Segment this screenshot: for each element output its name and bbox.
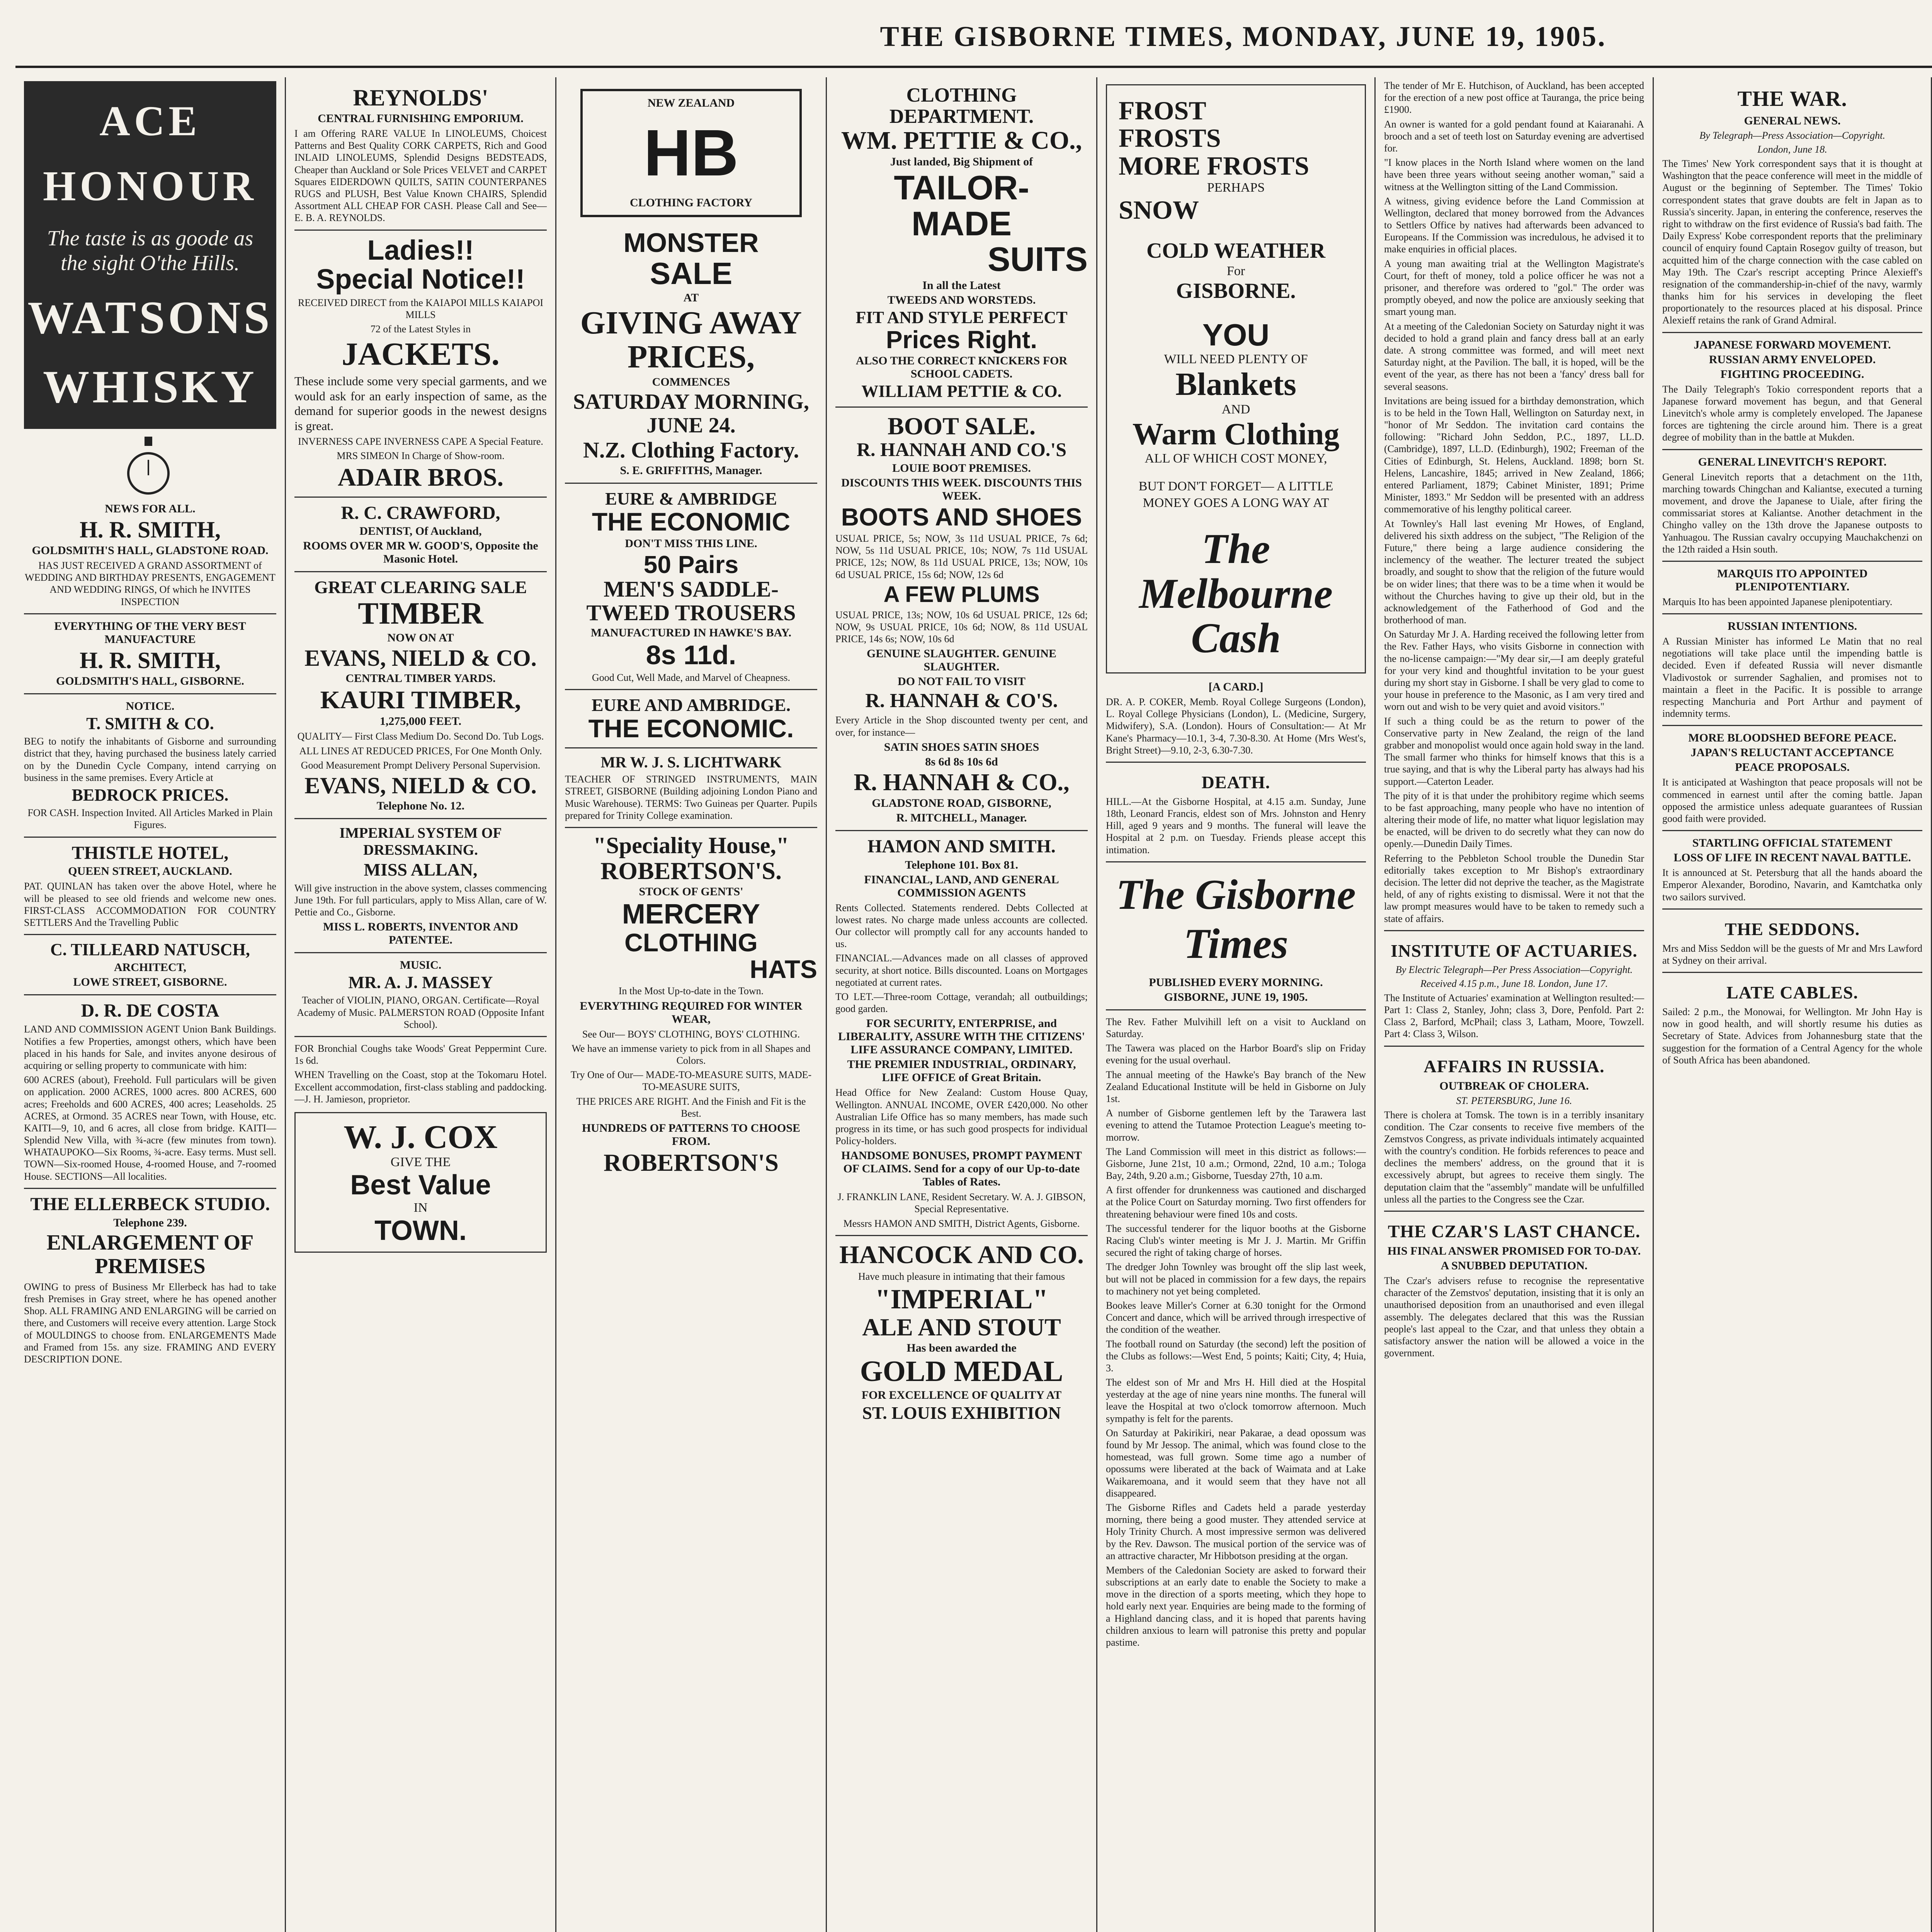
every: Every Article in the Shop discounted twenty per cent, and over, for instance— [835,714,1088,738]
news-item: The Gisborne Rifles and Cadets held a parade yesterday morning, there being a good muster. They attended service at Holy Trinity Church. A most impressive sermon was delivered by the Rev. Dawson. The musical portion of the service was of an attractive character, Mr Hibbotson presiding at the organ. [1106,1502,1366,1561]
cox-ad [294,1112,547,1253]
divider [294,1036,547,1037]
kauri: KAURI TIMBER, [320,686,521,714]
usual-list: USUAL PRICE, 5s; NOW, 3s 11d USUAL PRICE, 7s 6d; NOW, 5s 11d USUAL PRICE, 10s; NOW, 7s 11d USUAL PRICE, 12s; NOW, 8s 11d USUAL PRICE, 13s; NOW, 10s 6d USUAL PRICE, 15s 6d; NOW, 12s 6d [835,533,1088,580]
hb-top: NEW ZEALAND [647,97,735,109]
japanese-sub: RUSSIAN ARMY ENVELOPED. [1709,353,1876,366]
notice-name: T. SMITH & CO. [86,714,214,733]
news-item: Members of the Caledonian Society are asked to forward their subscriptions at an early date to enable the Society to make a move in the direction of a sports meeting, which they hope to hold early next year. Enquiries are being made to the forming of a Highland dancing class, and it is hoped that parents having children anxious to learn will patronise this pretty and popular pastime. [1106,1564,1366,1648]
ace-text: ACE [99,97,201,145]
news-item: The pity of it is that under the prohibitory regime which seems to be fast approaching, many people who have no intention of altering their mode of life, no matter what liquor legislation may be enacted, will be driven to do secretly what they can now do openly.—Dunedin Daily Times. [1384,790,1644,850]
frosts: FROSTS [1119,123,1221,153]
kauri-lines: ALL LINES AT REDUCED PRICES, For One Month Only. [299,745,542,757]
linevitch-body: General Linevitch reports that a detachment on the 11th, marching towards Chingchan and Kaliantse, executed a turning movement, and drove the Japanese to Uiale, after firing the commissariat stores at Kaliantse. Another detachment in the Chingho valley on the 13th drove the Japanese outposts to Yanhuagou. The Russian cavalry occupying Mauchakchenzi on the 12th raided a Hsin south. [1662,471,1922,555]
japanese-sub2: FIGHTING PROCEEDING. [1720,367,1864,381]
prices-right: Prices Right. [886,326,1037,354]
kauri-quality: QUALITY— First Class Medium Do. Second Do. Tub Logs. [297,731,544,742]
rents: Rents Collected. Statements rendered. Debts Collected at lowest rates. No charge made unless accounts are collected. Our collector will promptly call for any accounts handed to us. [835,902,1088,950]
hats: HATS [750,955,817,984]
head-office: Head Office for New Zealand: Custom House Quay, Wellington. ANNUAL INCOME, OVER £420,000. No other Australian Life Office has so many members, has made such progress in its time, or has such good prospects for individual Policy-holders. [835,1087,1088,1147]
kauri-measure: Good Measurement Prompt Delivery Personal Supervision. [301,759,541,771]
costa-list: 600 ACRES (about), Freehold. Full particulars will be given on application. 2000 ACRES, 1000 acres. 800 ACRES, 600 acres; Freeholds and 600 ACRES, 400 acres; Leaseholds. 25 ACRES, at Ormond. 35 ACRES near Town, with House, etc. KAITI—9, 10, and 6 acres, all close from bridge. KAITI—Splendid New Villa, with ¾-acre (few minutes from town). WHATAUPOKO—Six Rooms, ¾-acre. Easy terms. Must sell. TOWN—Six-roomed House, 4-roomed House, and 7-roomed House. SECTIONS—All localities. [24,1074,276,1182]
eco1: THE ECONOMIC [592,507,791,536]
divider [1106,762,1366,763]
right: THE PRICES ARE RIGHT. And the Finish and Fit is the Best. [576,1095,806,1119]
column-6 [1376,77,1654,1932]
awarded: Has been awarded the [906,1342,1017,1355]
cox-name: W. J. COX [344,1118,498,1155]
cables-head: LATE CABLES. [1726,983,1858,1003]
news-item: The football round on Saturday (the second) left the position of the Clubs as follows:—West End, 5 points; Kaiti; City, 4; Huia, 3. [1106,1338,1366,1374]
divider [1662,725,1922,726]
made: MADE [911,204,1012,243]
column-4 [827,77,1097,1932]
adair-bros: ADAIR BROS. [337,463,504,492]
special-notice: Special Notice!! [316,264,525,295]
just: Just landed, Big Shipment of [890,155,1033,168]
nz-clothing: N.Z. Clothing Factory. [583,437,799,463]
eure1: EURE & AMBRIDGE [605,488,777,509]
fit: FIT AND STYLE PERFECT [855,308,1068,327]
travel: WHEN Travelling on the Coast, stop at the Tokomaru Hotel. Excellent accommodation, first-class stabling and paddocking.—J. H. Jamieson, proprietor. [294,1069,547,1105]
russia-sub: OUTBREAK OF CHOLERA. [1439,1079,1589,1092]
fin-adv: FINANCIAL.—Advances made on all classes of approved security, at short notice. Bills discounted. Loans on Mortgages negotiated at current rates. [835,952,1088,988]
news-item: A number of Gisborne gentlemen left by the Tarawera last evening to attend the Tutamoe Protection League's meeting to-morrow. [1106,1107,1366,1143]
louie: LOUIE BOOT PREMISES. [892,461,1031,474]
massey-name: MR. A. J. MASSEY [348,973,493,992]
timber-sub: NOW ON AT [387,631,454,645]
evans2: EVANS, NIELD & CO. [304,772,537,798]
up-to-date: In the Most Up-to-date in the Town. [618,985,764,997]
at: AT [683,291,699,304]
divider [1106,861,1366,862]
watsons-text: WATSONS [27,292,273,344]
pettie: WM. PETTIE & CO., [841,126,1082,155]
messrs: Messrs HAMON AND SMITH, District Agents, Gisborne. [843,1218,1080,1229]
news-item: The eldest son of Mr and Mrs H. Hill died at the Hospital yesterday at the age of nine years nine months. The funeral will leave the Hospital at two o'clock tomorrow afternoon. Much sympathy is felt for the parents. [1106,1377,1366,1424]
security: FOR SECURITY, ENTERPRISE, and LIBERALITY, ASSURE WITH THE CITIZENS' LIFE ASSURANCE COMPANY, LIMITED. [838,1017,1085,1056]
for: For [1226,264,1245,278]
hamon: HAMON AND SMITH. [867,836,1056,857]
column-5 [1097,77,1376,1932]
cox-in: IN [413,1201,428,1215]
news-item: Referring to the Pebbleton School trouble the Dunedin Star editorially takes exception to Mr Bishop's extraordinary decision. The letter did not deprive the teacher, as the Magistrate held, of any of rights existing to dismissal. Were it not that the law prompt measures would have to be taken to remedy such a state of affairs. [1384,852,1644,924]
saddle: MEN'S SADDLE- [604,576,779,602]
robertson: ROBERTSON'S. [600,857,782,885]
natusch-title: ARCHITECT, [114,961,186,974]
ellerbeck-name: THE ELLERBECK STUDIO. [30,1194,270,1214]
divider [294,818,547,819]
cox-town: TOWN. [374,1215,467,1246]
cables-body: Sailed: 2 p.m., the Monowai, for Wellington. Mr John Hay is now in good health, and will shortly resume his duties as Secretary of State. Advices from Johannesburg state that the suggestion for the formation of a Central Agency for the whole of South Africa has been abandoned. [1662,1006,1922,1066]
divider [24,613,276,614]
reynolds-name: REYNOLDS' [353,85,488,111]
startling-body: It is announced at St. Petersburg that all the hands aboard the Emperor Alexander, Borodino, Navarin, and Kamtchatka only two sailors survived. [1662,867,1922,903]
capes: INVERNESS CAPE INVERNESS CAPE A Special Feature. [298,436,543,447]
divider [1662,972,1922,973]
roberts: MISS L. ROBERTS, INVENTOR AND PATENTEE. [323,920,519,947]
coker: DR. A. P. COKER, Memb. Royal College Surgeons (London), L. Royal College Physicians (London), L. (Medicine, Surgery, Midwifery), S.A. (London). Hours of Consultation:— At Mr Kane's Pharmacy—10.1, 3-4, 7.30-8.30. At Home (Mrs West's, Bright Street)—9.10, 2-3, 6.30-7.30. [1106,696,1366,756]
hamon-tel: Telephone 101. Box 81. [905,858,1019,871]
published: PUBLISHED EVERY MORNING. [1149,976,1323,989]
suits: SUITS [987,240,1088,279]
commences: COMMENCES [652,375,730,388]
and: AND [1221,402,1250,417]
actuaries-body: The Institute of Actuaries' examination at Wellington resulted:— Part 1: Class 2, Stanley, John; class 3, Dore, Penfold. Part 2: Class 2, Barford, McPhail; class 3, Latham, Moore, Towzell. Part 4: Class 3, Wilson. [1384,992,1644,1040]
divider [1662,449,1922,450]
intentions-body: A Russian Minister has informed Le Matin that no real negotiations will take place until the impending battle is decided. Even if defeated Russia will never dismantle Vladivostok or surrender Saghalien, and promises not to maintain a fleet in the Pacific. It is possible to arrange respecting Manchuria and Port Arthur and payment of indemnity terms. [1662,636,1922,719]
timber: TIMBER [358,597,483,631]
japanese-head: JAPANESE FORWARD MOVEMENT. [1694,338,1891,351]
smith-tag: NEWS FOR ALL. [105,502,196,515]
ellerbeck-body: OWING to press of Business Mr Ellerbeck has had to take fresh Premises in Gray street, where he has opened another Shop. ALL FRAMING AND ENLARGING will be carried on there, and Customers will receive every attention. Large Stock of MOULDINGS to choose from. ENLARGEMENTS Made and Framed from 15s. any size. FRAMING AND EVERY DESCRIPTION DONE. [24,1281,276,1365]
news-item: A first offender for drunkenness was cautioned and discharged at the Police Court on Saturday morning. Two first offenders for threatening behaviour were fined 10s and costs. [1106,1184,1366,1220]
divider [24,693,276,694]
divider [565,483,817,484]
tweeds: TWEEDS AND WORSTEDS. [887,293,1036,306]
robertson2: ROBERTSON'S [604,1148,779,1176]
news-item: The dredger John Townley was brought off the slip last week, but will not be placed in commission for a few days, the repairs to machinery not yet being completed. [1106,1261,1366,1297]
komura-head: MARQUIS ITO APPOINTED PLENIPOTENTIARY. [1717,567,1868,593]
cash: Cash [1191,614,1281,662]
divider [835,406,1088,408]
also: ALSO THE CORRECT KNICKERS FOR SCHOOL CADETS. [855,354,1068,381]
divider [1662,332,1922,333]
war-byline: By Telegraph—Press Association—Copyright. [1699,130,1885,141]
divider [24,837,276,838]
news-item: The annual meeting of the Hawke's Bay branch of the New Zealand Educational Institute will be held in Gisborne on July 1st. [1106,1069,1366,1104]
hancock: HANCOCK AND CO. [839,1240,1084,1269]
news-item: On Saturday Mr J. A. Harding received the following letter from the Rev. Father Hays, who visits Gisborne in connection with the no-license campaign:—"My dear sir,—I am deeply grateful for your very kind and thoughtful invitation to be your guest during my short stay in Gisborne. I shall be very glad to come to your house in preference to the Masonic, as I am very tired and worn out and wish to be very quiet and avoid visitors." [1384,629,1644,713]
thistle-body: PAT. QUINLAN has taken over the above Hotel, where he will be pleased to see old friends and welcome new ones. FIRST-CLASS ACCOMMODATION FOR COUNTRY SETTLERS And the Travelling Public [24,881,276,929]
card: [A CARD.] [1208,680,1264,693]
reluctant-sub: PEACE PROPOSALS. [1735,761,1850,774]
patterns: HUNDREDS OF PATTERNS TO CHOOSE FROM. [582,1121,801,1148]
notice-foot: FOR CASH. Inspection Invited. All Articles Marked in Plain Figures. [27,807,273,831]
woods: FOR Bronchial Coughs take Woods' Great Peppermint Cure. 1s 6d. [294,1043,547,1066]
divider [1106,1009,1366,1010]
evans-tel: Telephone No. 12. [376,799,465,812]
gents: STOCK OF GENTS' [639,885,743,898]
news-item: If such a thing could be as the return to power of the Conservative party in New Zealand, the reign of the land grabber and monopolist would once again hold sway in the land. The small farmer who thinks for himself knows that this is a true saying, and that is why the Liberal party has always had his support.—Caterton Leader. [1384,715,1644,787]
eco2: THE ECONOMIC. [588,714,794,743]
war-head: THE WAR. [1737,87,1847,111]
divider [294,230,547,231]
news-item: At Townley's Hall last evening Mr Howes, of England, delivered his sixth address on the subject, "The Religion of the Future," there being a large audience considering the inclemency of the weather. The lecturer treated the subject broadly, and sought to show that the religion of the future would be on wider lines; that there was to be a time when it would be without the Churches having to give up their old, but in the acknowledgement of the Fatherhood of God and the brotherhood of man. [1384,518,1644,626]
dont-miss: DON'T MISS THIS LINE. [625,537,757,550]
column-1 [15,77,286,1932]
kauri-ft: 1,275,000 FEET. [379,715,462,728]
divider [1662,830,1922,831]
blankets: Blankets [1175,366,1296,403]
but: BUT DON'T FORGET— A LITTLE MONEY GOES A LONG WAY AT [1138,479,1333,510]
price-8s: 8s 11d. [646,639,736,670]
music-head: MUSIC. [400,959,442,972]
more-frosts: MORE FROSTS [1119,151,1310,180]
pairs: 50 Pairs [643,550,739,578]
the: The [1201,525,1270,573]
news-item: On Saturday at Pakirikiri, near Pakarae, a dead opossum was found by Mr Jessop. The animal, which was found close to the homestead, was full grown. Some time ago a number of opossums were liberated at the back of Waimata and at Lake Waikaremoana, and it would seem that they have not all disappeared. [1106,1427,1366,1499]
masthead-rule [15,66,1932,68]
crawford-name: R. C. CRAWFORD, [341,502,500,523]
melbourne: Melbourne [1139,570,1333,617]
seddons-head: THE SEDDONS. [1725,919,1860,939]
news-item: A witness, giving evidence before the Land Commission at Wellington, declared that money borrowed from the Advances to Settlers Office by natives had afterwards been advanced to Europeans. If the Commission was incredulous, he advised it to make enquiries in official places. [1384,195,1644,255]
startling-sub: LOSS OF LIFE IN RECENT NAVAL BATTLE. [1673,851,1911,864]
smith-body: HAS JUST RECEIVED A GRAND ASSORTMENT of WEDDING AND BIRTHDAY PRESENTS, ENGAGEMENT AND WEDDING RINGS, Of which he INVITES INSPECTION [25,560,276,607]
intentions-head: RUSSIAN INTENTIONS. [1727,620,1857,633]
satin-price: 8s 6d 8s 10s 6d [925,755,998,768]
tailor: TAILOR- [894,168,1029,207]
cox-value: Best Value [350,1169,491,1201]
divider [1384,1211,1644,1212]
news-item: The Land Commission will meet in this district as follows:—Gisborne, June 21st, 10 a.m.; Ormond, 22nd, 10 a.m.; Tologa Bay, 24th, 9.20 a.m.; Gisborne, Tuesday 27th, 10 a.m. [1106,1146,1366,1182]
japanese-body: The Daily Telegraph's Tokio correspondent reports that a Japanese forward movement has begun, and that General Linevitch's whole army is completely enveloped. The Japanese forces are tightening the circle around him. There is a great degree of mobility than in the battle at Mukden. [1662,383,1922,443]
thistle-addr: QUEEN STREET, AUCKLAND. [68,865,232,878]
ellerbeck-tel: Telephone 239. [113,1216,187,1229]
column-2 [286,77,556,1932]
russia-date: ST. PETERSBURG, June 16. [1456,1095,1572,1106]
actuaries-byline: By Electric Telegraph—Per Press Association—Copyright. [1395,964,1633,975]
hannah2: R. HANNAH & CO'S. [865,690,1058,712]
natusch-name: C. TILLEARD NATUSCH, [50,940,250,959]
divider [294,952,547,953]
gladstone: GLADSTONE ROAD, GISBORNE, [872,796,1051,810]
divider [835,830,1088,831]
divider [294,497,547,498]
crawford-addr: ROOMS OVER MR W. GOOD'S, Opposite the Masonic Hotel. [303,539,538,566]
notice-prices: BEDROCK PRICES. [71,785,229,804]
usual-list-2: USUAL PRICE, 13s; NOW, 10s 6d USUAL PRICE, 12s 6d; NOW, 9s USUAL PRICE, 10s 6d; NOW, 8s 11d USUAL PRICE, 14s 6s; NOW, 10s 6d [835,609,1088,645]
reynolds-sub: CENTRAL FURNISHING EMPORIUM. [318,112,524,125]
slaughter: GENUINE SLAUGHTER. GENUINE SLAUGHTER. [867,647,1056,673]
monster: MONSTER [623,228,759,258]
notice-head: NOTICE. [126,699,175,713]
divider [835,1235,1088,1236]
smith2-addr: GOLDSMITH'S HALL, GISBORNE. [56,674,244,687]
czar-sub2: A SNUBBED DEPUTATION. [1440,1259,1588,1272]
made-to: Try One of Our— MADE-TO-MEASURE SUITS, MADE-TO-MEASURE SUITS, [570,1069,812,1093]
june-24: JUNE 24. [646,413,736,438]
eure2: EURE AND AMBRIDGE. [591,695,791,715]
divider [565,747,817,748]
wp: WILLIAM PETTIE & CO. [861,382,1062,401]
news-item: Invitations are being issued for a birthday demonstration, which is to be held in the Town Hall, Wellington on Saturday next, in "honor of Mr Seddon. The invitation card contains the following: "Richard John Seddon, P.C., 1897, LL.D. (Cambridge), 1897, LL.D. (Edinburgh), 1902; Freeman of the Cities of Edinburgh, St. Helens, Auckland. 1898; born St. Helens, Lancashire, 1845; arrived in New Zealand, 1866; entered Parliament, 1879; Cabinet Minister, 1891; Prime Minister, 1893." Mr Seddon will be presented with an address commemorative of his lengthy political career. [1384,395,1644,515]
st-louis: ST. LOUIS EXHIBITION [862,1403,1061,1423]
tweed: TWEED TROUSERS [586,600,796,625]
hannah: R. HANNAH AND CO.'S [856,438,1067,460]
lichtwark-body: TEACHER OF STRINGED INSTRUMENTS, MAIN STREET, GISBORNE (Building adjoining London Piano and Music Warehouse). TERMS: Two Guineas per Quarter. Pupils prepared for Trinity College examination. [565,774,817,821]
news-item: Bookes leave Miller's Corner at 6.30 tonight for the Ormond Concert and dance, which will be arrived through irrespective of the condition of the weather. [1106,1299,1366,1335]
reluctant-head: JAPAN'S RELUCTANT ACCEPTANCE [1690,746,1894,759]
divider [24,934,276,935]
reluctant-body: It is anticipated at Washington that peace proposals will not be commenced in earnest until after the coming battle. Japan opposed the armistice unless adequate guarantees of Russian good faith were provided. [1662,777,1922,824]
news-item: At a meeting of the Caledonian Society on Saturday night it was decided to hold a grand plain and fancy dress ball at an early date. A strong committee was formed, and will meet next Saturday night, at the Pavilion. The ball, it is hoped, will be the event of the year, as there has not been a 'fancy' dress ball for several seasons. [1384,320,1644,392]
thistle-name: THISTLE HOTEL, [71,842,229,863]
boys: See Our— BOYS' CLOTHING, BOYS' CLOTHING. [582,1028,800,1040]
boot-sale: BOOT SALE. [888,412,1036,440]
crawford-title: DENTIST, Of Auckland, [359,525,482,538]
sale: SALE [650,256,733,291]
mitchell: R. MITCHELL, Manager. [896,811,1027,824]
premier: THE PREMIER INDUSTRIAL, ORDINARY, LIFE OFFICE of Great Britain. [847,1058,1076,1084]
evans: EVANS, NIELD & CO. [304,645,537,671]
saturday-morning: SATURDAY MORNING, [573,389,809,414]
jackets-pre: 72 of the Latest Styles in [370,323,471,335]
imperial: "IMPERIAL" [875,1284,1048,1315]
good-cut: Good Cut, Well Made, and Marvel of Cheapness. [592,672,790,684]
satin: SATIN SHOES SATIN SHOES [884,740,1039,753]
financial: FINANCIAL, LAND, AND GENERAL COMMISSION AGENTS [864,873,1059,899]
news-item: A young man awaiting trial at the Wellington Magistrate's Court, for theft of money, told a police officer he was not a prisoner, and therefore was ordered to "gol." The order was promptly obeyed, and now the police are anxiously seeking that smart young man. [1384,258,1644,318]
news-item: The tender of Mr E. Hutchison, of Auckland, has been accepted for the erection of a new post office at Tauranga, the price being £1900. [1384,80,1644,116]
death-head: DEATH. [1201,772,1270,792]
honour-text: HONOUR [43,162,257,209]
hb-bot: CLOTHING FACTORY [629,196,753,209]
reynolds-body: I am Offering RARE VALUE In LINOLEUMS, Choicest Patterns and Best Quality CORK CARPETS, Rich and Good INLAID LINOLEUMS, Splendid Designs BEDSTEADS, Cheaper than Auckland or Sole Prices VELVET and CARPET Squares EIDERDOWN QUILTS, SATIN COUNTERPANES RUGS and PLUSH, Best Value Known CHAIRS, Splendid Assortment ALL CHEAP FOR CASH. Please Call and See— E. B. A. REYNOLDS. [294,128,547,224]
jackets-body: These include some very special garments, and we would ask for an early inspection of same, as the demand for superior goods in the newest designs is great. [294,374,547,433]
cold-weather: COLD WEATHER [1146,239,1326,263]
perhaps: PERHAPS [1207,180,1265,195]
ellerbeck-head: ENLARGEMENT OF PREMISES [46,1230,254,1279]
smith2-name: H. R. SMITH, [79,647,221,673]
divider [1662,613,1922,614]
pocket-watch-icon [127,437,173,495]
smith-name: H. R. SMITH, [79,517,221,543]
gold-medal: GOLD MEDAL [860,1355,1063,1388]
russia-body: There is cholera at Tomsk. The town is in a terribly insanitary condition. The Czar consents to receive five members of the Zemstvos Congress, as private individuals intimately acquainted with the country's condition. He forbids references to peace and declines the members' address, on the ground that it is excessively abrupt, but agrees to receive them singly. The deputation claim that the "assembly" mandate will be unfulfilled unless all the parties to the Congress see the Czar. [1384,1109,1644,1205]
newspaper-masthead: THE GISBORNE TIMES, MONDAY, JUNE 19, 1905. [880,20,1607,53]
clothing: CLOTHING [624,928,758,957]
smith2-tag: EVERYTHING OF THE VERY BEST MANUFACTURE [54,619,246,646]
allan-body: Will give instruction in the above system, classes commencing June 19th. For full particulars, apply to Miss Allan, care of W. Pettie and Co., Gisborne. [294,882,547,918]
do-not: DO NOT FAIL TO VISIT [898,675,1026,688]
speciality: "Speciality House," [593,833,789,859]
latest: In all the Latest [922,279,1001,292]
komura-body: Marquis Ito has been appointed Japanese plenipotentiary. [1662,596,1893,607]
news-item: The Tawera was placed on the Harbor Board's slip on Friday evening for the usual overhaul. [1106,1043,1366,1066]
death-body: HILL.—At the Gisborne Hospital, at 4.15 a.m. Sunday, June 18th, Leonard Francis, eldest son of Mrs. Johnston and Henry Hill, aged 9 years and 9 months. The funeral will leave the Hospital at 2 p.m. on Tuesday. Friends please accept this intimation. [1106,796,1366,855]
war-date: London, June 18. [1757,144,1827,155]
to-let: TO LET.—Three-room Cottage, verandah; all outbuildings; good garden. [835,991,1088,1015]
czar-head: THE CZAR'S LAST CHANCE. [1388,1221,1641,1241]
hancock-body: Have much pleasure in intimating that their famous [858,1271,1065,1282]
boots-shoes: BOOTS AND SHOES [841,503,1082,531]
warm-clothing: Warm Clothing [1132,417,1340,451]
simeon: MRS SIMEON In Charge of Show-room. [337,450,505,462]
war-sub: GENERAL NEWS. [1744,114,1841,127]
ace-quote: The taste is as goode as the sight O'the Hills. [47,226,253,275]
massey-body: Teacher of VIOLIN, PIANO, ORGAN. Certificate—Royal Academy of Music. PALMERSTON ROAD (Opposite Infant School). [297,995,544,1030]
czar-sub: HIS FINAL ANSWER PROMISED FOR TO-DAY. [1387,1245,1641,1257]
manufactured: MANUFACTURED IN HAWKE'S BAY. [591,626,791,639]
gisborne: GISBORNE. [1176,279,1296,303]
divider [1662,908,1922,910]
excellence: FOR EXCELLENCE OF QUALITY AT [861,1388,1062,1401]
column-3 [556,77,827,1932]
hb-letters: HB [643,116,739,190]
cox-give: GIVE THE [390,1155,451,1170]
dress-head: IMPERIAL SYSTEM OF DRESSMAKING. [339,825,502,858]
giving-away: GIVING AWAY [580,304,802,341]
costa-name: D. R. DE COSTA [81,1000,219,1021]
franklin: J. FRANKLIN LANE, Resident Secretary. W. A. J. GIBSON, Special Representative. [837,1191,1086,1215]
bonuses: HANDSOME BONUSES, PROMPT PAYMENT OF CLAIMS. Send for a copy of our Up-to-date Tables of Rates. [841,1149,1082,1189]
hb-logo [580,89,802,217]
russia-head: AFFAIRS IN RUSSIA. [1423,1056,1605,1076]
smith-addr: GOLDSMITH'S HALL, GLADSTONE ROAD. [32,544,269,557]
frost: FROST [1119,96,1206,125]
costa-body: LAND AND COMMISSION AGENT Union Bank Buildings. Notifies a few Properties, amongst others, which have been placed in his hands for Sale, and invites anyone desirous of acquiring or selling property to communicate with him: [24,1024,276,1071]
issue-date: GISBORNE, JUNE 19, 1905. [1164,990,1308,1003]
evans-sub: CENTRAL TIMBER YARDS. [345,672,496,685]
news-item: An owner is wanted for a gold pendant found at Kaiaranahi. A brooch and a set of teeth lost on Saturday evening are advertised for. [1384,118,1644,154]
linevitch-head: GENERAL LINEVITCH'S REPORT. [1698,455,1887,468]
czar-body: The Czar's advisers refuse to recognise the representative character of the Zemstvos' deputation, insisting that it is only an unauthorised deposition from an unauthorised and even illegal assembly. The delegates declared that this was the Russian people's last appeal to the Czar, and that unless they obtain a satisfactory answer the nation will be allowed a voice in the government. [1384,1275,1644,1359]
jackets: JACKETS. [342,336,500,372]
whisky-text: WHISKY [43,361,257,412]
divider [565,827,817,828]
divider [1384,930,1644,931]
variety: We have an immense variety to pick from in all Shapes and Colors. [571,1043,811,1066]
divider [1662,561,1922,562]
actuaries-date: Received 4.15 p.m., June 18. London, June 17. [1420,978,1608,989]
natusch-addr: LOWE STREET, GISBORNE. [73,975,227,988]
column-7 [1654,77,1932,1932]
griffiths: S. E. GRIFFITHS, Manager. [620,464,762,477]
war-body: The Times' New York correspondent says that it is thought at Washington that the peace conference will meet in the middle of August or the beginning of September. The Times' Tokio correspondent states that grave doubts are felt in Japan as to Russia's sincerity. Japan, in entering the conference, reserves the right to withdraw on the first evidence of Russia's bad faith. The Daily Express' Kobe correspondent reports that the preliminary council of enquiry found Captain Rosegov guilty of treason, but acquitted him of the charge connection with the case cabled on May 19th. The Czar's rescript accepting Prince Alexieff's resignation of the commandership-in-chief of the navy, warmly thanks him for his services in developing the fleet proportionately to the resources placed at his disposal. Prince Alexieff retains the rank of Grand Admiral. [1662,158,1922,326]
notice-body: BEG to notify the inhabitants of Gisborne and surrounding district that they, having purchased the business lately carried on by the Dunedin Cycle Company, intend carrying on business in the same premises. Every Article at [24,736,276,783]
all-cost: ALL OF WHICH COST MONEY, [1145,451,1327,466]
news-item: The successful tenderer for the liquor booths at the Gisborne Racing Club's winter meeting is Mr J. J. Martin. Mr Griffin secured the right of taking charge of horses. [1106,1223,1366,1259]
seddons-body: Mrs and Miss Seddon will be the guests of Mr and Mrs Lawford at Sydney on their arrival. [1662,942,1922,966]
news-item: The Rev. Father Mulvihill left on a visit to Auckland on Saturday. [1106,1016,1366,1039]
you: YOU [1202,317,1270,352]
mercery: MERCERY [622,899,760,930]
allan-name: MISS ALLAN, [364,859,478,879]
lichtwark-name: MR W. J. S. LICHTWARK [600,753,782,771]
ale-stout: ALE AND STOUT [862,1313,1061,1341]
startling-head: STARTLING OFFICIAL STATEMENT [1692,837,1893,850]
ladies: Ladies!! [367,235,474,266]
clothing-dept: CLOTHING DEPARTMENT. [889,84,1034,128]
winter: EVERYTHING REQUIRED FOR WINTER WEAR, [580,999,803,1026]
hannah3: R. HANNAH & CO., [854,769,1070,796]
kaiapoi: RECEIVED DIRECT from the KAIAPOI MILLS KAIAPOI MILLS [298,297,544,320]
discounts: DISCOUNTS THIS WEEK. DISCOUNTS THIS WEEK. [841,476,1082,502]
divider [294,571,547,572]
prices: PRICES, [627,338,755,375]
melbourne-cash-ad [1106,84,1366,673]
news-item: "I know places in the North Island where women on the land have been three years without seeing another woman," said a witness at the Wellington sitting of the Land Commission. [1384,157,1644,192]
divider [1384,1046,1644,1047]
watsons-whisky-ad [24,81,276,429]
clearing-head: GREAT CLEARING SALE [314,577,527,597]
will-need: WILL NEED PLENTY OF [1164,352,1308,366]
divider [565,689,817,690]
plums: A FEW PLUMS [883,582,1040,607]
snow: SNOW [1119,195,1199,224]
bloodshed-head: MORE BLOODSHED BEFORE PEACE. [1688,731,1896,745]
actuaries-head: INSTITUTE OF ACTUARIES. [1391,940,1638,961]
gisborne-times-logo: The Gisborne Times [1116,871,1356,967]
divider [24,1188,276,1189]
divider [24,994,276,995]
